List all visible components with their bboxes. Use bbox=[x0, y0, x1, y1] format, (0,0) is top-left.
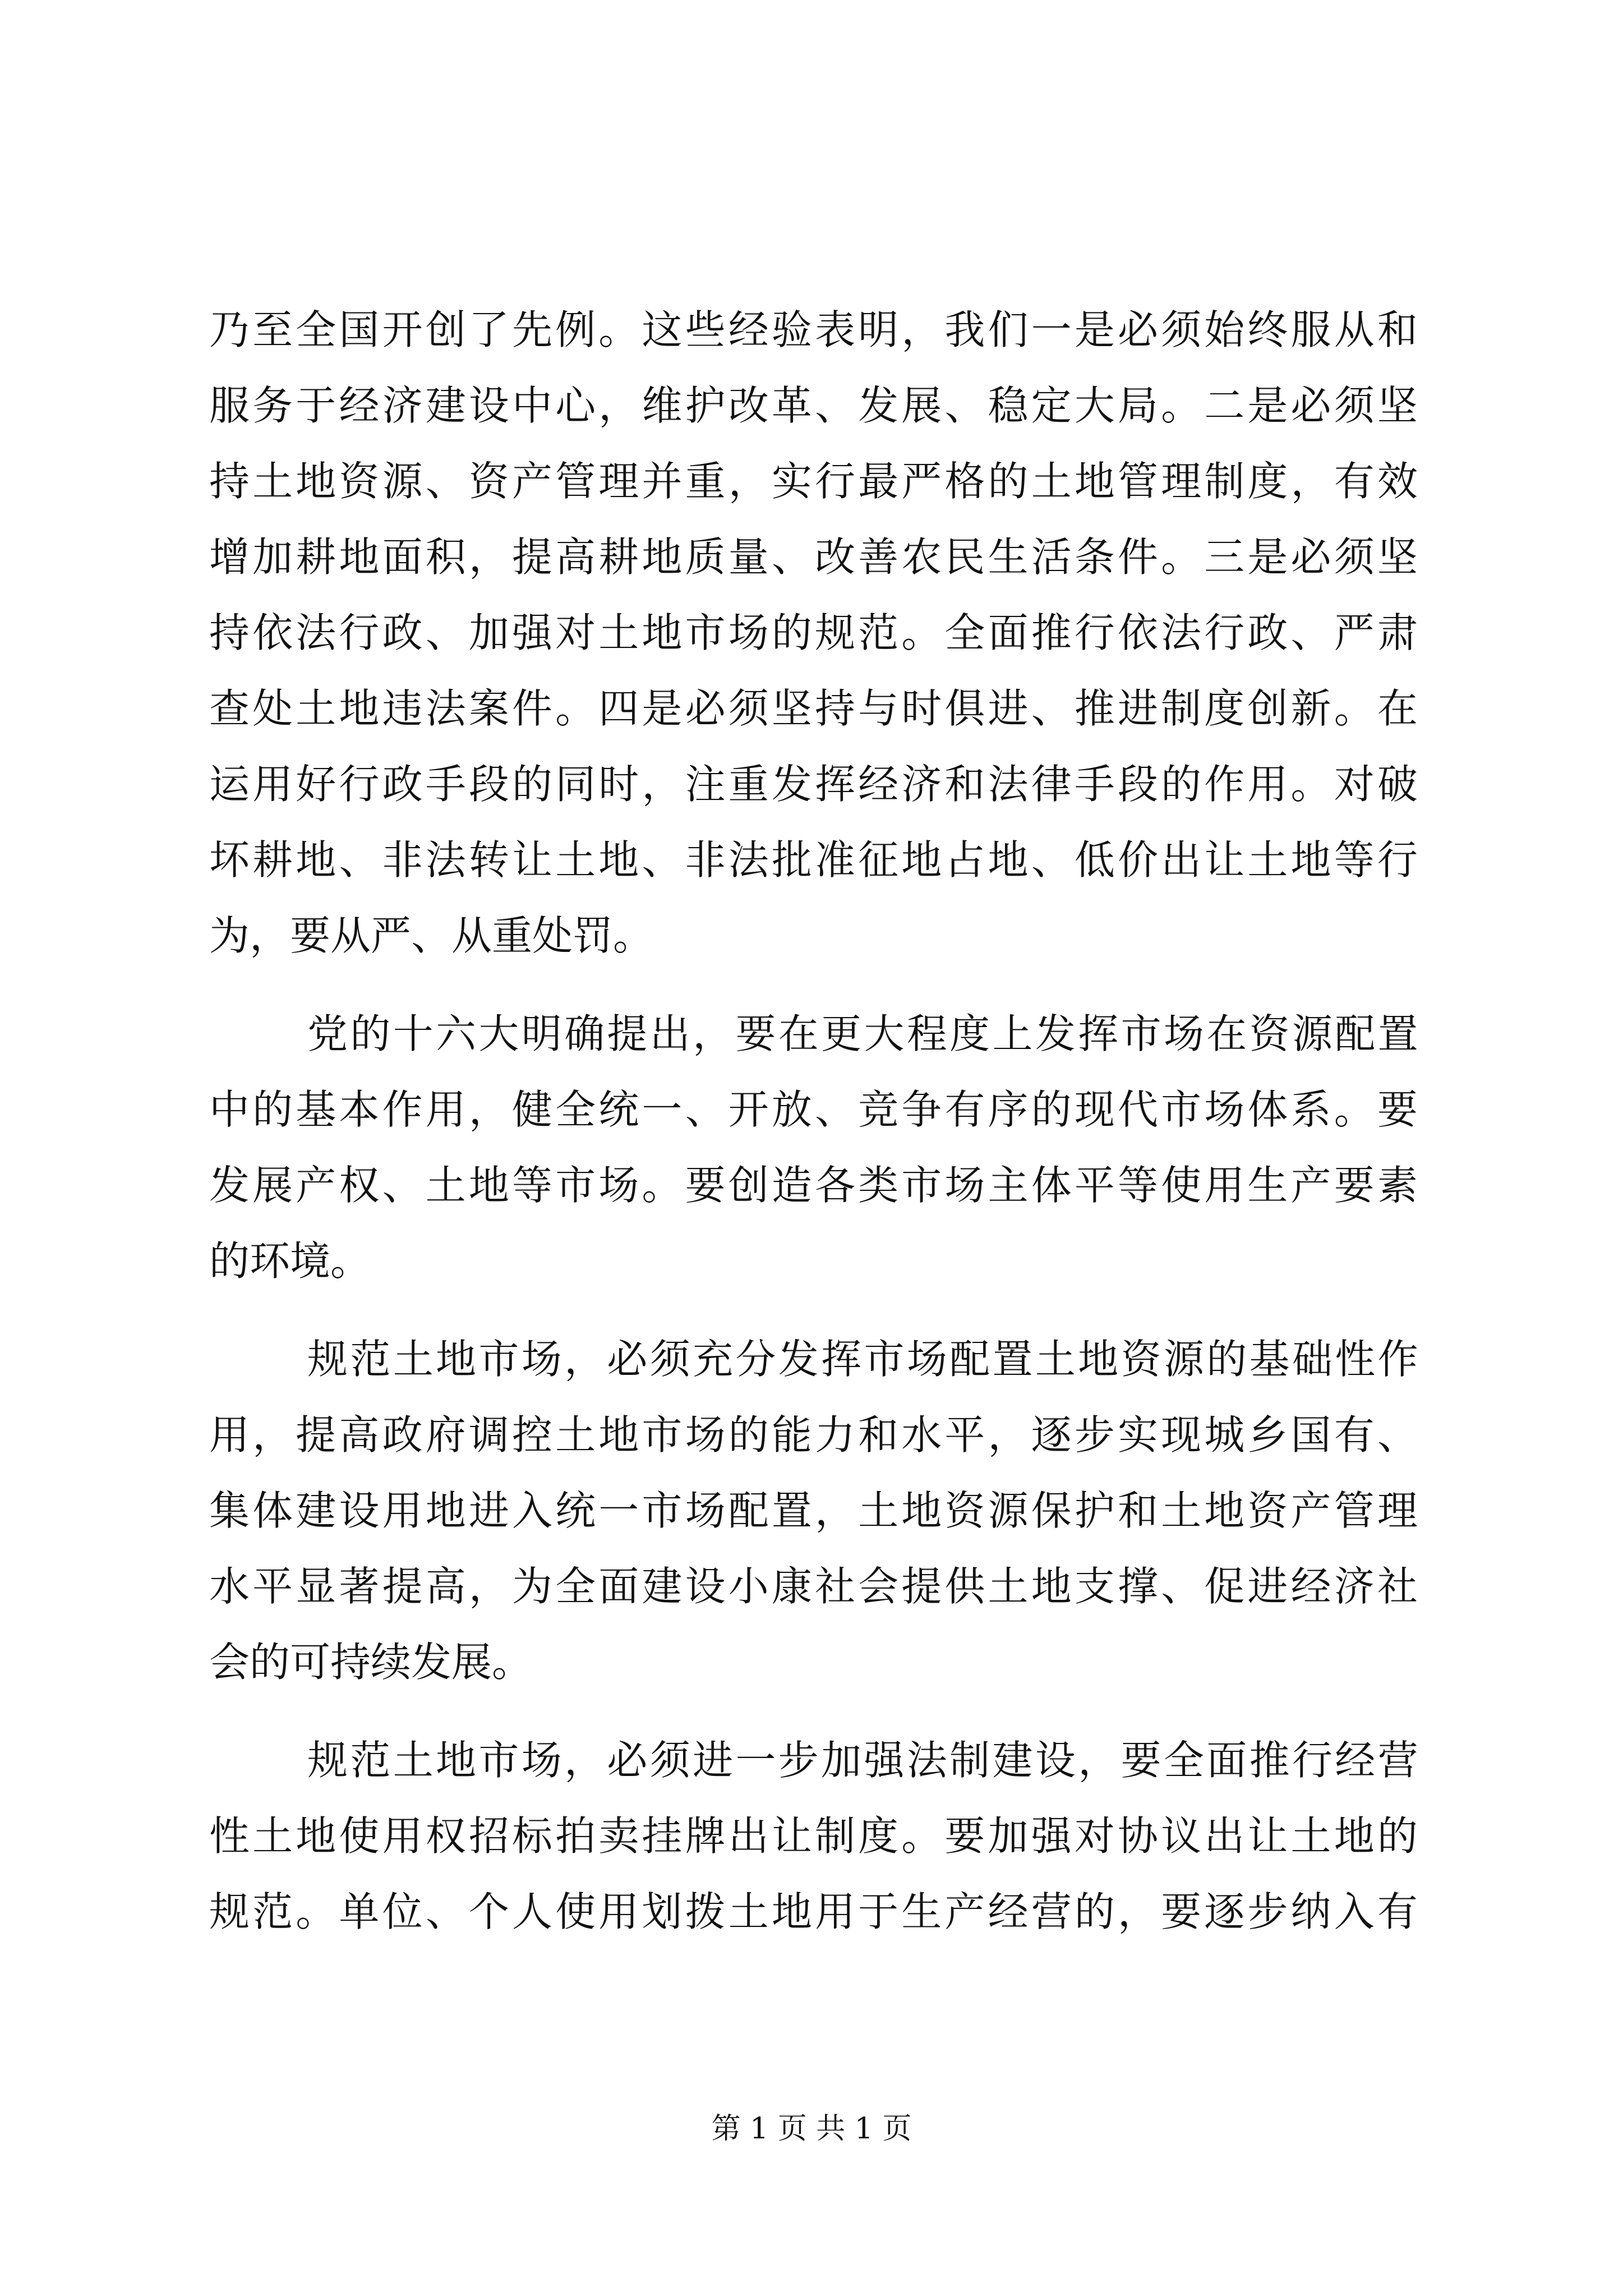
text-line bbox=[0, 1078, 1623, 1141]
text-line-content: 规范土地市场，必须充分发挥市场配置土地资源的基础性作 bbox=[307, 1336, 1421, 1383]
text-line-content: 持土地资源、资产管理并重，实行最严格的土地管理制度，有效 bbox=[209, 458, 1421, 505]
text-line bbox=[0, 1328, 1623, 1391]
text-line bbox=[0, 1404, 1623, 1466]
text-line bbox=[0, 601, 1623, 664]
text-line bbox=[0, 1729, 1623, 1792]
text-line bbox=[0, 298, 1623, 361]
text-line bbox=[0, 1479, 1623, 1542]
text-line-content: 服务于经济建设中心，维护改革、发展、稳定大局。二是必须坚 bbox=[209, 382, 1421, 429]
text-line-content: 集体建设用地进入统一市场配置，土地资源保护和土地资产管理 bbox=[209, 1487, 1421, 1534]
text-line bbox=[0, 374, 1623, 437]
text-line-content: 水平显著提高，为全面建设小康社会提供土地支撑、促进经济社 bbox=[209, 1563, 1421, 1610]
text-line-content: 查处土地违法案件。四是必须坚持与时俱进、推进制度创新。在 bbox=[209, 685, 1421, 732]
text-line-content: 坏耕地、非法转让土地、非法批准征地占地、低价出让土地等行 bbox=[209, 836, 1421, 884]
text-line-content: 中的基本作用，健全统一、开放、竞争有序的现代市场体系。要 bbox=[209, 1086, 1421, 1133]
text-line-content: 性土地使用权招标拍卖挂牌出让制度。要加强对协议出让土地的 bbox=[209, 1812, 1421, 1860]
text-line bbox=[0, 1230, 1623, 1292]
text-line-content: 党的十六大明确提出，要在更大程度上发挥市场在资源配置 bbox=[307, 1010, 1421, 1057]
text-line bbox=[0, 1154, 1623, 1217]
text-line bbox=[0, 450, 1623, 513]
text-line bbox=[0, 904, 1623, 967]
text-line bbox=[0, 753, 1623, 816]
text-line-content: 规范。单位、个人使用划拨土地用于生产经营的，要逐步纳入有 bbox=[209, 1888, 1421, 1935]
text-line-content: 增加耕地面积，提高耕地质量、改善农民生活条件。三是必须坚 bbox=[209, 533, 1421, 581]
text-line-content: 规范土地市场，必须进一步加强法制建设，要全面推行经营 bbox=[307, 1737, 1421, 1784]
text-line bbox=[0, 526, 1623, 588]
text-line bbox=[0, 1805, 1623, 1867]
text-line bbox=[0, 677, 1623, 740]
text-line bbox=[0, 829, 1623, 891]
text-line bbox=[0, 1002, 1623, 1065]
text-line bbox=[0, 1880, 1623, 1943]
text-line bbox=[0, 1631, 1623, 1694]
text-line bbox=[0, 1555, 1623, 1618]
text-line-content: 为，要从严、从重处罚。 bbox=[209, 912, 654, 959]
text-line-content: 持依法行政、加强对土地市场的规范。全面推行依法行政、严肃 bbox=[209, 609, 1421, 656]
text-line-content: 的环境。 bbox=[209, 1237, 371, 1285]
text-line-content: 会的可持续发展。 bbox=[209, 1639, 533, 1686]
page-number-footer: 第 1 页 共 1 页 bbox=[711, 2112, 912, 2146]
text-line-content: 运用好行政手段的同时，注重发挥经济和法律手段的作用。对破 bbox=[209, 761, 1421, 808]
text-line-content: 用，提高政府调控土地市场的能力和水平，逐步实现城乡国有、 bbox=[209, 1411, 1421, 1458]
text-line-content: 乃至全国开创了先例。这些经验表明，我们一是必须始终服从和 bbox=[209, 306, 1421, 353]
text-line-content: 发展产权、土地等市场。要创造各类市场主体平等使用生产要素 bbox=[209, 1162, 1421, 1209]
